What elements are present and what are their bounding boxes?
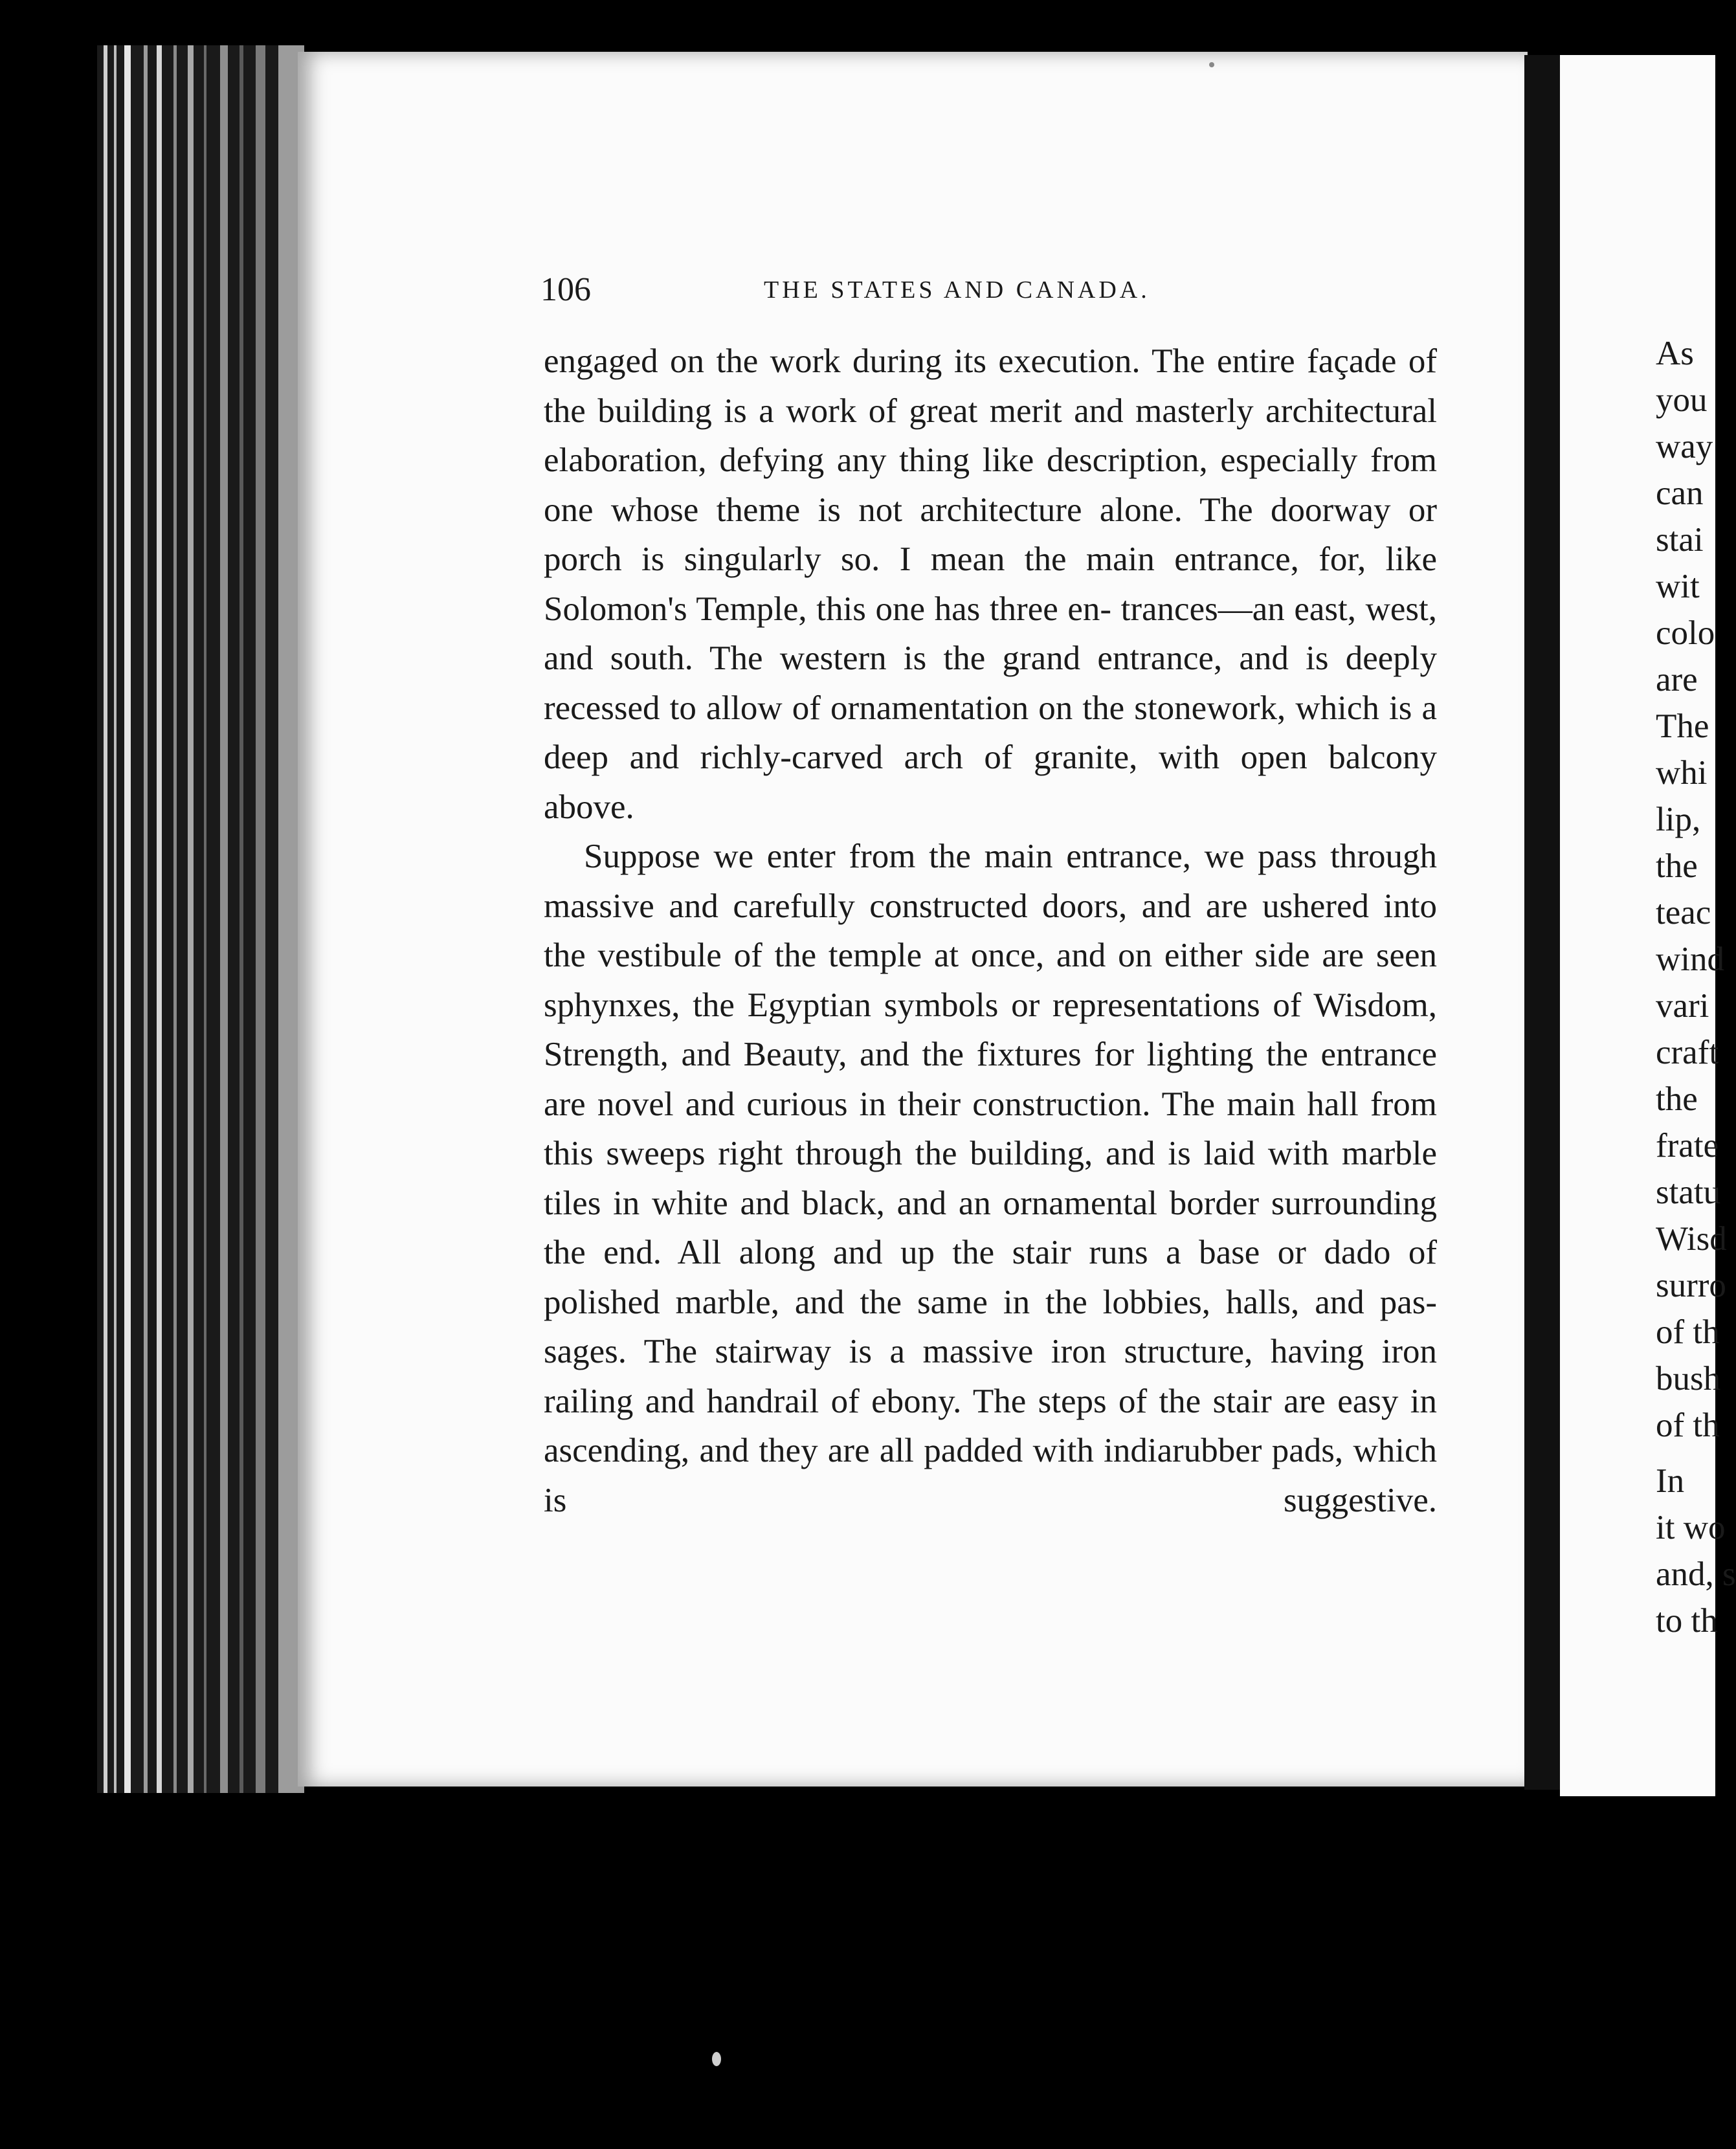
- facing-line: teac: [1656, 894, 1711, 931]
- facing-page-text: [1656, 330, 1736, 1644]
- text-line: and richly-carved arch of granite, with open balcony: [629, 739, 1438, 776]
- text-line: and on either side are seen sphynxes, the Egyptian: [544, 937, 1437, 1024]
- paragraph: [544, 337, 1437, 783]
- facing-line: are: [1656, 661, 1698, 698]
- facing-line: colo: [1656, 614, 1715, 652]
- facing-line: Wisd: [1656, 1220, 1727, 1258]
- text-line: through massive and carefully constructed doors, and: [544, 838, 1438, 925]
- text-line: is laid with marble tiles in white and black, and an: [544, 1135, 1437, 1222]
- facing-line: can: [1656, 474, 1704, 512]
- text-line: having iron railing and handrail of ebony. The steps: [544, 1333, 1438, 1420]
- scan-speck: [1209, 62, 1214, 67]
- text-line: and masterly architectural elaboration, defying any: [544, 392, 1437, 479]
- facing-line: stai: [1656, 521, 1704, 559]
- facing-line: of th: [1656, 1313, 1720, 1351]
- text-line: trances—an east, west, and south. The western is: [544, 590, 1437, 677]
- facing-line: the: [1656, 847, 1698, 885]
- facing-line: whi: [1656, 754, 1708, 792]
- page-number: 106: [540, 271, 591, 308]
- facing-line: frate: [1656, 1127, 1719, 1164]
- text-line: and up the stair runs a base or dado of polished: [544, 1234, 1437, 1321]
- running-head-title: THE STATES AND CANADA.: [764, 276, 1150, 304]
- text-line: are ushered into the vestibule of the temple at once,: [544, 887, 1437, 974]
- facing-line: The: [1656, 707, 1709, 745]
- text-line: sages. The stairway is a massive iron structure,: [544, 1333, 1253, 1370]
- facing-line: wit: [1656, 568, 1700, 605]
- text-line: the grand entrance, and is deeply recessed to allow: [544, 640, 1438, 727]
- text-line: for, like Solomon's Temple, this one has three en-: [544, 540, 1438, 628]
- text-line: porch is singularly so. I mean the main entrance,: [544, 540, 1299, 578]
- text-line: padded with indiarubber pads, which is suggestive.: [544, 1432, 1438, 1519]
- facing-line: the: [1656, 1080, 1698, 1118]
- paragraph: [544, 832, 1437, 1525]
- text-line: thing like description, especially from one whose: [544, 441, 1438, 529]
- facing-line: it wo: [1656, 1509, 1726, 1546]
- text-line: engaged on the work during its execution. The: [544, 342, 1205, 380]
- body-text: [544, 337, 1437, 1525]
- facing-line: craft: [1656, 1034, 1719, 1071]
- text-line: of the stair are easy in ascending, and they are all: [544, 1382, 1437, 1469]
- text-line: Beauty, and the fixtures for lighting the entrance are: [544, 1036, 1437, 1123]
- facing-line: vari: [1656, 987, 1709, 1025]
- text-line: novel and curious in their construction. The main: [597, 1085, 1296, 1123]
- facing-line: way: [1656, 428, 1713, 465]
- text-line: marble, and the same in the lobbies, halls, and pas-: [675, 1283, 1437, 1321]
- book-gutter: [1524, 55, 1560, 1790]
- facing-line: bush: [1656, 1360, 1721, 1397]
- text-line: of ornamentation on the stonework, which is a deep: [544, 689, 1437, 776]
- facing-line: In: [1656, 1462, 1685, 1500]
- facing-line: lip,: [1656, 801, 1701, 838]
- paragraph-end: [544, 783, 1437, 832]
- facing-line: you: [1656, 381, 1708, 419]
- facing-line: surro: [1656, 1267, 1726, 1304]
- text-line: theme is not architecture alone. The doorway or: [716, 491, 1438, 529]
- text-line: hall from this sweeps right through the building, and: [544, 1085, 1438, 1172]
- text-line: above.: [544, 788, 634, 826]
- page-edges: [97, 45, 304, 1793]
- facing-line: to th: [1656, 1602, 1718, 1640]
- text-line: symbols or representations of Wisdom, Strength, and: [544, 986, 1438, 1073]
- facing-line: and, s: [1656, 1555, 1736, 1593]
- scan-speck: [712, 2052, 721, 2066]
- facing-line: of th: [1656, 1407, 1720, 1444]
- text-line: entire façade of the building is a work of great merit: [544, 342, 1437, 430]
- facing-line: As: [1656, 335, 1694, 372]
- text-line: Suppose we enter from the main entrance, we pass: [584, 838, 1317, 875]
- facing-line: wind: [1656, 941, 1724, 978]
- facing-line: statu: [1656, 1174, 1721, 1211]
- text-line: ornamental border surrounding the end. All along: [544, 1184, 1437, 1271]
